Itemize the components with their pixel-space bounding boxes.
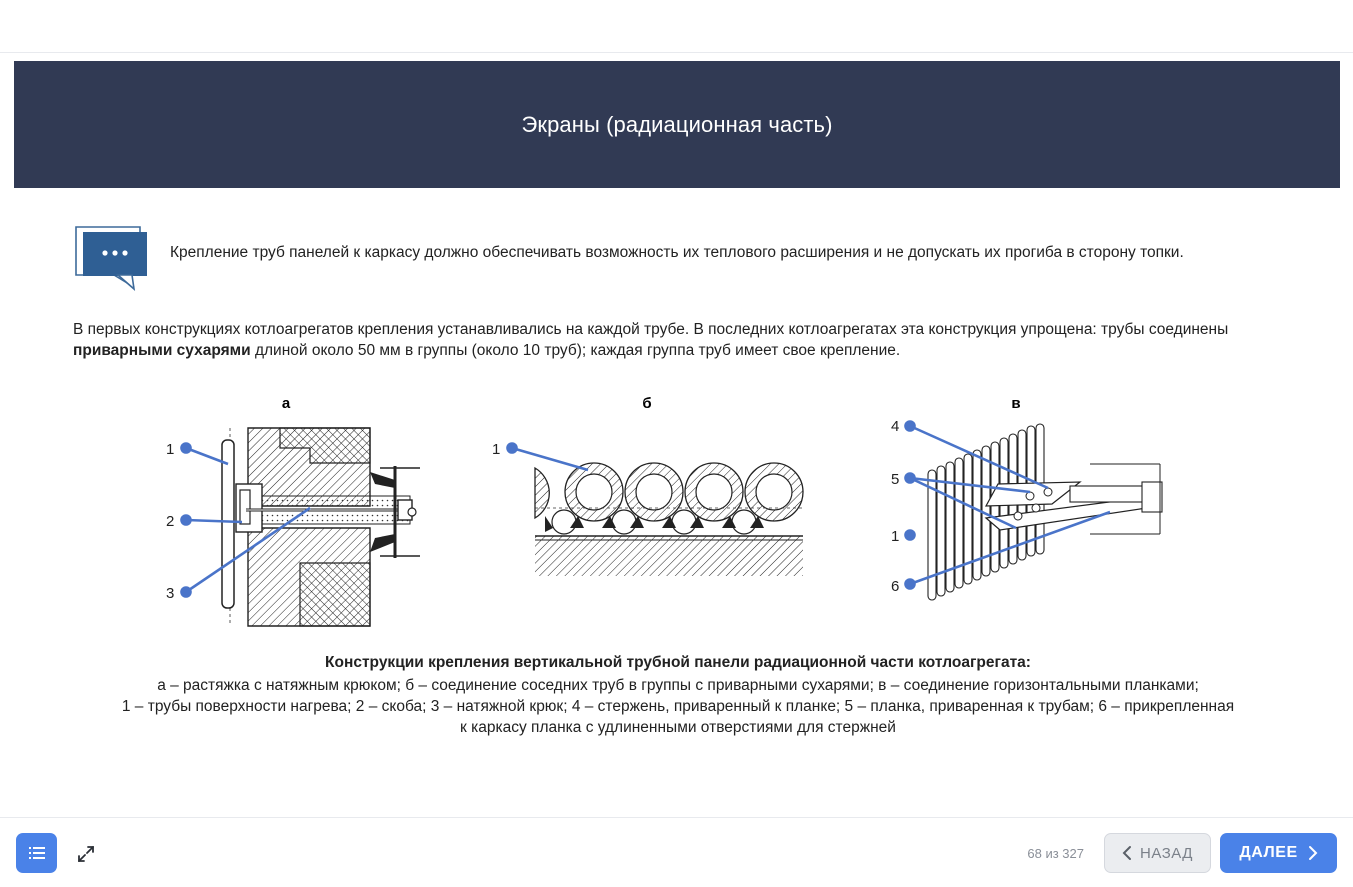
title-banner [14,61,1340,188]
top-bar [0,0,1353,53]
callout-a-3: 3 [166,585,175,602]
figure-caption [60,652,1296,738]
panel-b-label: б [642,395,652,412]
technical-figure [150,388,1200,636]
fullscreen-button[interactable] [72,840,100,868]
back-button-label: НАЗАД [1140,844,1193,862]
panel-v-label: в [1011,395,1021,412]
panel-a-label: а [281,395,291,412]
chevron-left-icon [1122,845,1132,861]
callout-v-6: 6 [891,578,900,595]
expand-icon [76,844,96,864]
panel-b-drawing [492,395,803,576]
chat-bubble-icon [74,225,150,291]
paragraph-text-1: В первых конструкциях котлоагрегатов крепления устанавливались на каждой трубе. В последних котлоагрегатах эта конструкция упрощена: трубы соединены [73,321,1229,338]
callout-v-1: 1 [891,528,900,545]
callout-v-5: 5 [891,471,900,488]
caption-title: Конструкции крепления вертикальной трубной панели радиационной части котлоагрегата: [325,654,1031,671]
paragraph-bold: приварными сухарями [73,342,251,359]
page-title: Экраны (радиационная часть) [521,111,833,137]
callout-a-1: 1 [166,441,175,458]
panel-a-drawing [166,395,420,626]
callout-v-4: 4 [891,418,900,435]
back-button[interactable] [1104,833,1211,873]
caption-line-1: а – растяжка с натяжным крюком; б – соединение соседних труб в группы с приварными сухарями; в – соединение горизонтальными планками; [157,677,1199,694]
contents-menu-button[interactable] [16,833,57,873]
caption-line-2: 1 – трубы поверхности нагрева; 2 – скоба; 3 – натяжной крюк; 4 – стержень, приваренный к планке; 5 – планка, приваренная к трубам; 6 – прикрепленная [121,698,1235,715]
callout-b-1: 1 [492,441,501,458]
note-text: Крепление труб панелей к каркасу должно обеспечивать возможность их теплового расширения и не допускать их прогиба в сторону топки. [170,244,1184,261]
list-icon [28,845,46,861]
next-button[interactable] [1220,833,1337,873]
panel-v-drawing [891,395,1162,600]
chevron-right-icon [1308,845,1318,861]
intro-paragraph [73,319,1273,361]
caption-line-3: к каркасу планка с удлиненными отверстиями для стержней [460,719,896,736]
next-button-label: ДАЛЕЕ [1239,844,1298,861]
callout-a-2: 2 [166,513,175,530]
paragraph-text-2: длиной около 50 мм в группы (около 10 труб); каждая группа труб имеет свое крепление. [250,342,901,359]
page-counter: 68 из 327 [1027,846,1084,861]
